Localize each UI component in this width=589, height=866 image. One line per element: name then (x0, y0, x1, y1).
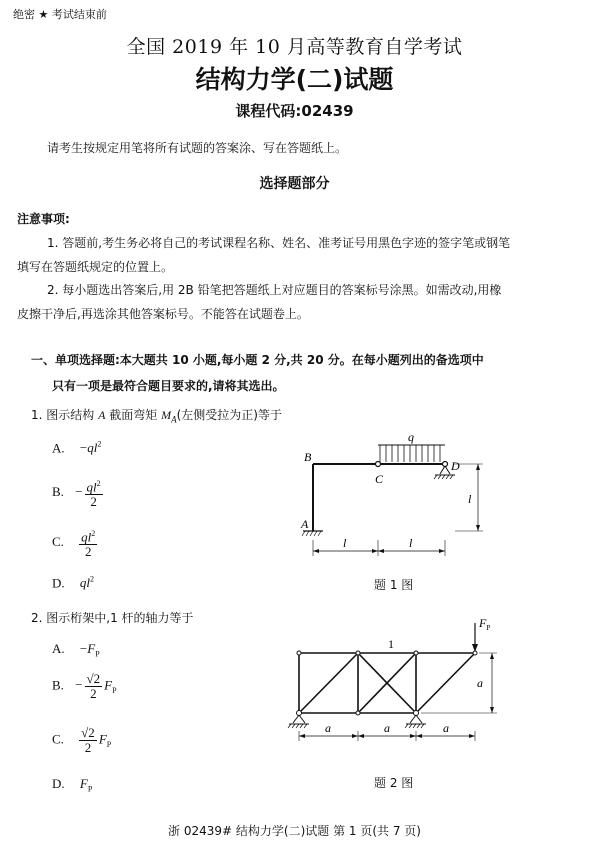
fig1-dim-l-vert: l (468, 492, 472, 506)
page-footer: 浙 02439# 结构力学(二)试题 第 1 页(共 7 页) (168, 824, 421, 838)
q2-option-b[interactable]: B. − $\frac{√2}{2}$ $F_P$ (52, 671, 117, 701)
fig2-dim-a-1: a (325, 721, 331, 735)
q1-option-d[interactable]: D. $ql^2$ (52, 575, 95, 591)
notes-heading: 注意事项: (17, 212, 70, 226)
note-2-line-1: 2. 每小题选出答案后,用 2B 铅笔把答题纸上对应题目的答案标号涂黑。如需改动,用橡 (47, 283, 502, 297)
fig2-f-text: F (479, 616, 487, 630)
subject-title: 结构力学(二)试题 (195, 65, 394, 94)
course-code: 课程代码:02439 (235, 102, 354, 120)
fig1-dim-l-right: l (409, 536, 413, 550)
fig2-dim-a-2: a (384, 721, 390, 735)
fig1-d-label: D (451, 459, 460, 473)
fig2-p-sub: P (486, 624, 491, 632)
q1-figure (295, 428, 495, 563)
q1-stem-var: A (98, 408, 106, 422)
q1-option-c-label: C. (52, 534, 64, 550)
note-2-line-2: 皮擦干净后,再选涂其他答案标号。不能答在试题卷上。 (17, 307, 309, 321)
q2-option-a-label: A. (52, 641, 65, 656)
part1-line-1: 一、单项选择题:本大题共 10 小题,每小题 2 分,共 20 分。在每小题列出的备选项中 (31, 353, 484, 367)
q1-stem-m: M (161, 408, 172, 422)
note-1-line-1: 1. 答题前,考生务必将自己的考试课程名称、姓名、准考证号用黑色字迹的签字笔或钢笔 (47, 236, 511, 250)
q2-stem: 2. 图示桁架中,1 杆的轴力等于 (31, 611, 194, 625)
q1-option-a[interactable]: A. $-ql^2$ (52, 440, 102, 456)
section-title: 选择题部分 (259, 176, 330, 192)
q1-caption: 题 1 图 (374, 578, 414, 592)
fig2-member-1-label: 1 (388, 637, 394, 651)
q1-stem-sub: A (171, 414, 177, 425)
q2-option-b-label: B. (52, 677, 64, 693)
fig1-dim-l-left: l (343, 536, 347, 550)
q1-option-b[interactable]: B. − $\frac{ql^2}{2}$ (52, 479, 101, 510)
q1-stem-suffix: (左侧受拉为正)等于 (176, 408, 282, 422)
q2-option-d[interactable]: D. $F_P$ (52, 776, 93, 794)
q2-option-c[interactable]: C. $\frac{√2}{2}$ $F_P$ (52, 725, 112, 755)
fig2-dim-a-3: a (443, 721, 449, 735)
q2-option-a[interactable]: A. $-F_P$ (52, 641, 100, 659)
q1-option-d-label: D. (52, 575, 65, 591)
fig1-b-label: B (304, 450, 312, 464)
q1-option-a-label: A. (52, 440, 65, 456)
q2-caption: 题 2 图 (374, 776, 414, 790)
q1-stem (31, 406, 282, 424)
q1-stem-mid: 截面弯矩 (105, 408, 162, 422)
part1-line-2: 只有一项是最符合题目要求的,请将其选出。 (52, 379, 285, 393)
secret-mark: 绝密 ★ 考试结束前 (13, 8, 107, 21)
fig1-a-label: A (301, 517, 309, 531)
fig2-fp-label (478, 616, 490, 632)
q2-figure (285, 615, 500, 750)
fig1-q-label: q (408, 430, 414, 444)
q2-option-d-label: D. (52, 776, 65, 791)
q1-option-b-label: B. (52, 484, 64, 500)
q2-option-c-label: C. (52, 731, 64, 747)
instruction: 请考生按规定用笔将所有试题的答案涂、写在答题纸上。 (47, 141, 348, 155)
fig1-c-label: C (375, 472, 384, 486)
fig2-dim-a-vert: a (477, 676, 483, 690)
exam-title: 全国 2019 年 10 月高等教育自学考试 (126, 36, 463, 58)
note-1-line-2: 填写在答题纸规定的位置上。 (17, 260, 174, 274)
q1-stem-prefix: 1. 图示结构 (31, 408, 99, 422)
q1-option-c[interactable]: C. $\frac{ql^2}{2}$ (52, 529, 96, 560)
